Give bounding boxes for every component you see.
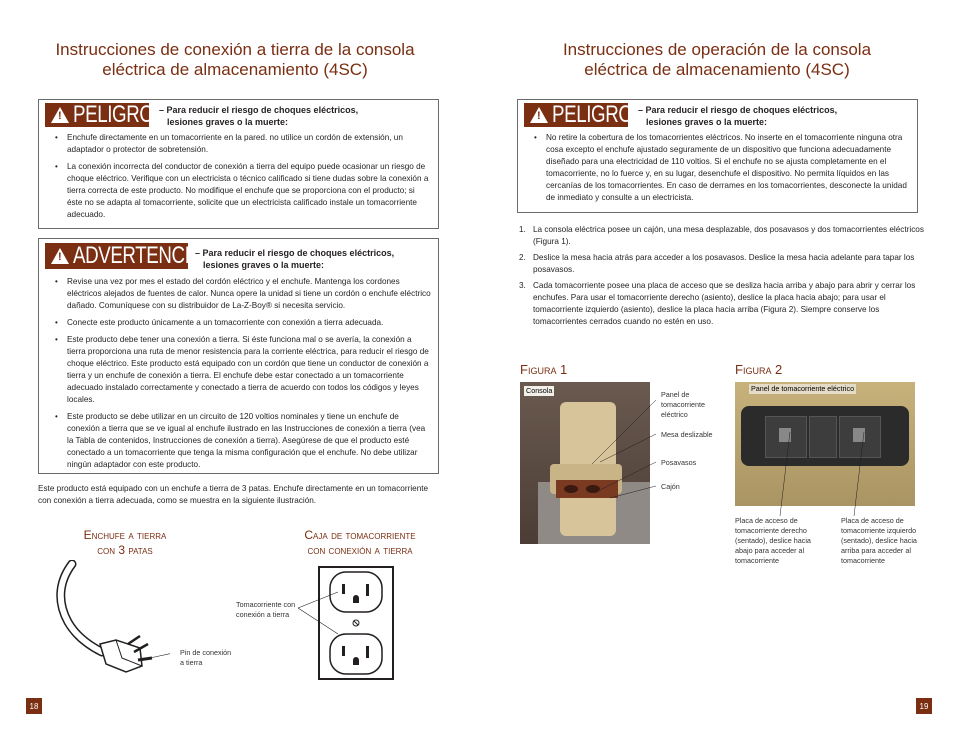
outlet-callout: Tomacorriente con conexión a tierra: [236, 600, 296, 619]
right-page-title: Instrucciones de operación de la consola eléctrica de almacenamiento (4SC): [562, 40, 872, 79]
plug-illustration: [50, 560, 170, 680]
list-item: • Este producto debe tener una conexión a tierra. Si éste funciona mal o se avería, la conexión a tierra proporciona una ruta de menor resistencia para la corriente eléctrica, para reducir el riesgo de choque eléctrico. Este producto está equipado con un cordón que tiene un conductor de conexión a tierra y un enchufe de conexión a tierra. El enchufe debe estar conectado a un tomacorriente adecuado instalado correctamente y conectado a tierra de acuerdo con todos los códigos y leyes locales.: [53, 334, 431, 406]
left-warning-box: [38, 238, 439, 474]
figure1-callout-lines: [590, 392, 660, 502]
figure2-caption: Panel de tomacorriente eléctrico: [751, 384, 855, 393]
danger-badge: ! PELIGRO: [45, 103, 149, 127]
warning-badge: ! ADVERTENCIA: [45, 243, 188, 269]
warning-triangle-icon: [51, 248, 69, 264]
figure1-callout-cupholders: Posavasos: [661, 458, 697, 467]
figure2-callout-left-outlet: Placa de acceso de tomacorriente izquierdo (sentado), deslice hacia arriba para acceder al tomacorriente: [841, 516, 917, 565]
figure1-callout-drawer: Cajón: [661, 482, 680, 491]
figure1-caption: Consola: [526, 386, 553, 395]
warning-triangle-icon: [51, 107, 69, 123]
danger-bullet-list: [532, 132, 910, 209]
list-item: • Conecte este producto únicamente a un tomacorriente con conexión a tierra adecuada.: [53, 317, 431, 329]
left-danger-box: [38, 99, 439, 229]
list-item: 3. Cada tomacorriente posee una placa de acceso que se desliza hacia arriba y abajo para abrir y cerrar los enchufes. Para usar el tomacorriente derecho (asiento), deslice la placa hacia abajo; para usar el tomacorriente izquierdo (asiento), deslice la placa hacia arriba (Figura 2). Siempre conserve los tomacorrientes cerrados cuando no estén en uso.: [519, 281, 916, 326]
page-number-right: 19: [916, 698, 932, 714]
warning-bullet-list: [53, 276, 431, 476]
steps-list: [519, 224, 929, 332]
list-item: • Revise una vez por mes el estado del cordón eléctrico y el enchufe. Mantenga los cordones eléctricos alejados de fuentes de calor. Nunca opere la unidad si tiene un cordón o enchufe eléctrico dañado. Comuníquese con su distribuidor de La-Z-Boy® si necesita servicio.: [53, 276, 431, 312]
figure2-callout-lines: [760, 430, 880, 520]
figure1-callout-table: Mesa deslizable: [661, 430, 713, 439]
outlet-title: Caja de tomacorriente con conexión a tierra: [304, 528, 416, 557]
list-item: 2. Deslice la mesa hacia atrás para acceder a los posavasos. Deslice la mesa hacia adelante para tapar los posavasos.: [519, 253, 915, 274]
warning-intro: – Para reducir el riesgo de choques eléctricos, lesiones graves o la muerte:: [195, 248, 395, 270]
plug-title: Enchufe a tierra con 3 patas: [83, 528, 167, 557]
list-item: • No retire la cobertura de los tomacorrientes eléctricos. No inserte en el tomacorriente ninguna otra cosa excepto el enchufe ajustado seguramente de un dispositivo que funciona adecuadamente diseñado para una electricidad de 110 voltios. Si el enchufe no se ajusta completamente en el tomacorriente, no lo fuerce y, en su lugar, desenchufe el dispositivo. No permita líquidos en las cercanías de los tomacorrientes. En caso de derrames en los tomacorrientes, desconecte la unidad de inmediato y consulte a un electricista.: [532, 132, 910, 204]
left-paragraph: Este producto está equipado con un enchufe a tierra de 3 patas. Enchufe directamente en un tomacorriente con conexión a tierra adecuada, como se muestra en la siguiente ilustración.: [38, 484, 429, 505]
plug-callout: Pin de conexión a tierra: [180, 648, 232, 667]
danger-badge: ! PELIGRO: [524, 103, 628, 127]
list-item: • Este producto se debe utilizar en un circuito de 120 voltios nominales y tiene un enchufe de conexión a tierra que se ve igual al enchufe ilustrado en las Instrucciones de conexión a tierra (vea la Tabla de contenidos, Instrucciones de conexión a tierra). Asegúrese de que el producto esté conectado a un tomacorriente que tenga la misma configuración que el enchufe. No debe utilizar ningún adaptador con este producto.: [53, 411, 431, 471]
figure1-callout-panel: Panel de tomacorriente eléctrico: [661, 390, 705, 419]
page-number-left: 18: [26, 698, 42, 714]
list-item: • Enchufe directamente en un tomacorriente en la pared. no utilice un cordón de extensión, un adaptador o protector de sobretensión.: [53, 132, 431, 156]
danger-intro: – Para reducir el riesgo de choques eléctricos, lesiones graves o la muerte:: [638, 105, 838, 127]
danger-bullet-list: [53, 132, 431, 226]
left-page-title: Instrucciones de conexión a tierra de la consola eléctrica de almacenamiento (4SC): [55, 40, 415, 79]
figure2-callout-right-outlet: Placa de acceso de tomacorriente derecho (sentado), deslice hacia abajo para acceder al tomacorriente: [735, 516, 811, 565]
figure1-label: Figura 1: [520, 362, 568, 377]
warning-triangle-icon: [530, 107, 548, 123]
danger-intro: – Para reducir el riesgo de choques eléctricos, lesiones graves o la muerte:: [159, 105, 359, 127]
right-danger-box: [517, 99, 918, 213]
list-item: 1. La consola eléctrica posee un cajón, una mesa desplazable, dos posavasos y dos tomacorrientes eléctricos (Figura 1).: [519, 225, 924, 246]
list-item: • La conexión incorrecta del conductor de conexión a tierra del equipo puede ocasionar un riesgo de choque eléctrico. Verifique con un electricista o técnico calificado si tiene dudas sobre la conexión a tierra correcta de este producto. No modifique el enchufe que se proporciona con el producto; si éste no se adapta al tomacorriente, solicite que un electricista calificado instale un tomacorriente adecuado.: [53, 161, 431, 221]
figure2-label: Figura 2: [735, 362, 783, 377]
